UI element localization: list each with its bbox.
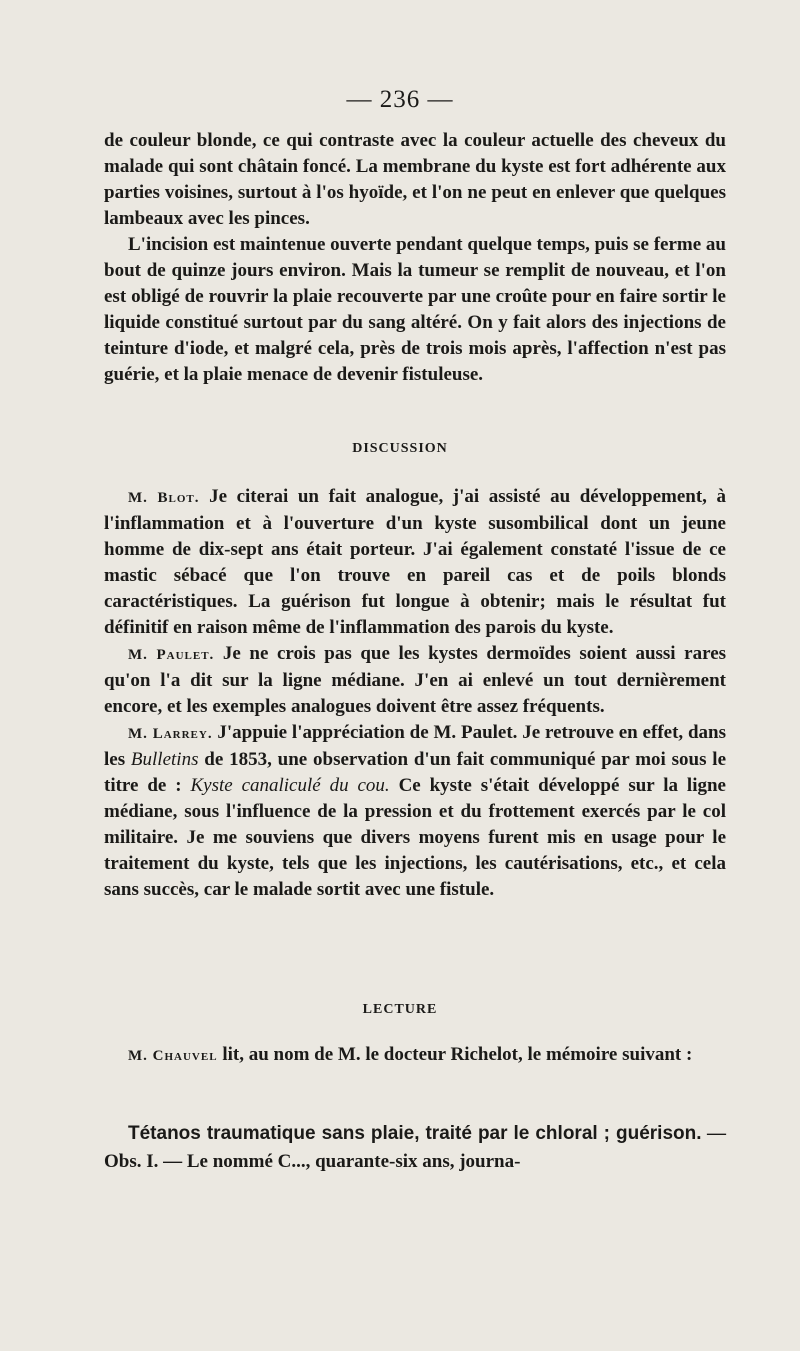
paragraph-incision: L'incision est maintenue ouverte pendant quelque temps, puis se ferme au bout de quinze jours environ. Mais la tumeur se remplit de nouveau, et l'on est obligé de rouvrir la plaie recouverte par une croûte pour en faire sortir le liquide constitué surtout par du sang altéré. On y fait alors des injections de teinture d'iode, et malgré cela, près de trois mois après, l'affection n'est pas guérie, et la plaie menace de devenir fistuleuse.	[104, 234, 726, 385]
larrey-text-a: J'appuie l'appréciation de M. Paulet. Je retrouve en effet, dans les	[104, 722, 726, 770]
opening-section	[104, 128, 726, 388]
larrey-text-c: Ce kyste s'était développé sur la ligne médiane, sous l'influence de la pression et du frottement exercés par le col militaire. Je me souviens que divers moyens furent mis en usage pour le traitement du kyste, tels que les injections, les cautérisations, etc., et cela sans succès, car le malade sortit avec une fistule.	[104, 775, 726, 900]
paragraph-larrey	[104, 720, 726, 903]
paragraph-paulet	[104, 641, 726, 720]
paragraph-blot	[104, 484, 726, 641]
memoir-title: Tétanos traumatique sans plaie, traité par le chloral ; guérison.	[128, 1123, 702, 1144]
discussion-section	[104, 484, 726, 903]
bulletins-title: Bulletins	[130, 749, 199, 770]
speaker-blot: M. Blot.	[128, 490, 200, 506]
paragraph-cyst-description: de couleur blonde, ce qui contraste avec la couleur actuelle des cheveux du malade qui sont châtain foncé. La membrane du kyste est fort adhérente aux parties voisines, surtout à l'os hyoïde, et l'on ne peut en enlever que quelques lambeaux avec les pinces.	[104, 130, 726, 229]
page-number: — 236 —	[346, 86, 454, 113]
speaker-paulet: M. Paulet.	[128, 647, 215, 663]
larrey-text-b: de 1853, une observation d'un fait communiqué par moi sous le titre de :	[104, 749, 726, 796]
lecture-section	[104, 1042, 726, 1069]
paragraph-chauvel	[104, 1042, 726, 1069]
speaker-chauvel: M. Chauvel	[128, 1048, 218, 1064]
paulet-text: Je ne crois pas que les kystes dermoïdes soient aussi rares qu'on l'a dit sur la ligne médiane. J'en ai enlevé un tout dernièrement encore, et les exemples analogues doivent être assez fréquents.	[104, 643, 727, 717]
blot-text: Je citerai un fait analogue, j'ai assisté au développement, à l'inflammation et à l'ouverture d'un kyste susombilical dont un jeune homme de dix-sept ans était porteur. J'ai également constaté l'issue de ce mastic sébacé que l'on trouve en pareil cas et de poils blonds caractéristiques. La guérison fut longue à obtenir; mais le résultat fut définitif en raison même de l'inflammation des parois du kyste.	[104, 486, 726, 638]
speaker-larrey: M. Larrey.	[128, 726, 213, 742]
chauvel-text: lit, au nom de M. le docteur Richelot, le mémoire suivant :	[222, 1044, 693, 1065]
lecture-heading: LECTURE	[362, 1002, 438, 1017]
observation-text: — Obs. I. — Le nommé C..., quarante-six ans, journa-	[104, 1123, 726, 1172]
paragraph-observation	[104, 1120, 726, 1176]
discussion-heading: DISCUSSION	[352, 441, 448, 456]
observation-section	[104, 1120, 726, 1176]
kyste-title: Kyste canaliculé du cou.	[190, 775, 390, 796]
